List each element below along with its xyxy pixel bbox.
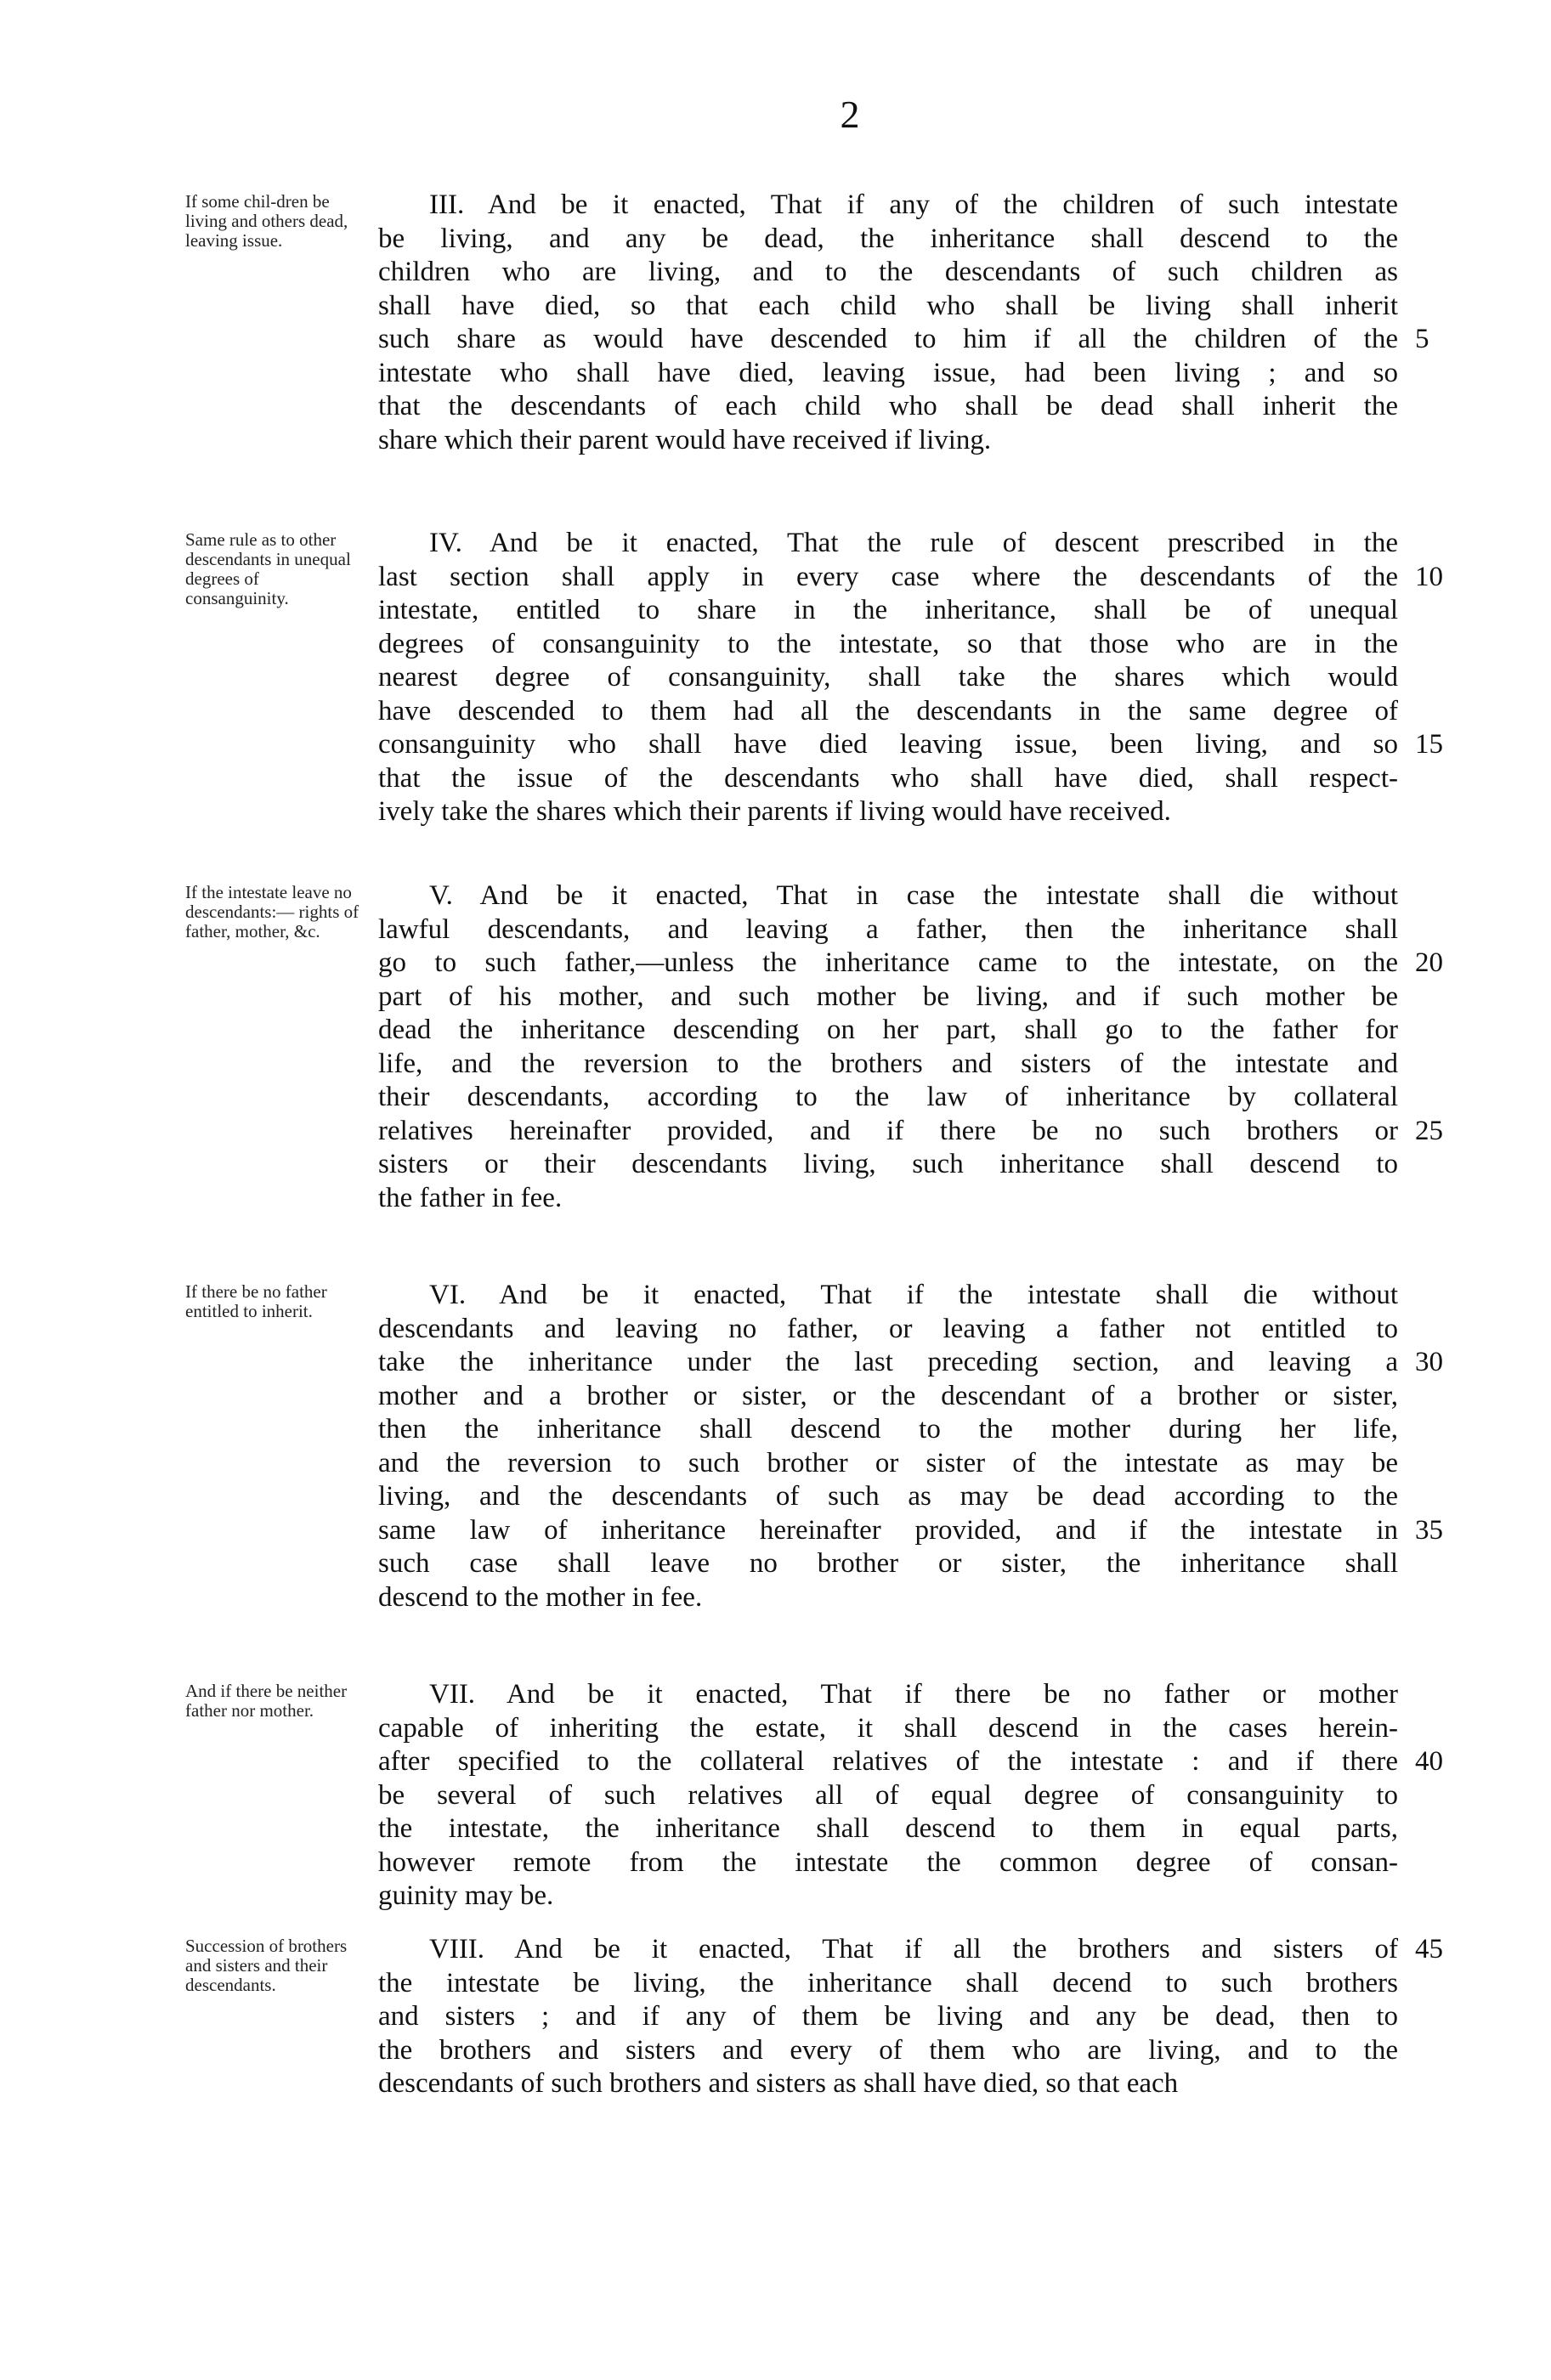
text-line: ively take the shares which their parents if living would have received. [378, 796, 1171, 827]
section-text [378, 189, 1398, 457]
text-line: share which their parent would have received if living. [378, 424, 992, 455]
line-number: 5 [1415, 324, 1429, 354]
text-line: shall have died, so that each child who shall be living shall inherit [378, 290, 1398, 321]
margin-note: If some chil-dren be living and others dead, leaving issue. [185, 191, 348, 251]
text-line: and the reversion to such brother or sister of the intestate as may be [378, 1447, 1398, 1478]
text-line: take the inheritance under the last preceding section, and leaving a [378, 1347, 1398, 1377]
text-line: their descendants, according to the law of inheritance by collateral [378, 1082, 1398, 1112]
line-number: 40 [1415, 1746, 1443, 1777]
text-line: consanguinity who shall have died leaving issue, been living, and so [378, 729, 1398, 760]
line-number: 25 [1415, 1115, 1443, 1146]
margin-note: Same rule as to other descendants in unequal degrees of consanguinity. [185, 529, 351, 608]
text-line: sisters or their descendants living, such inheritance shall descend to [378, 1149, 1398, 1179]
margin-note: And if there be neither father nor mother. [185, 1681, 348, 1721]
text-line: intestate who shall have died, leaving issue, had been living ; and so [378, 357, 1398, 388]
text-line: such share as would have descended to him if all the children of the [378, 324, 1398, 354]
text-line: intestate, entitled to share in the inheritance, shall be of unequal [378, 595, 1398, 625]
text-line: degrees of consanguinity to the intestate, so that those who are in the [378, 628, 1398, 659]
text-line: life, and the reversion to the brothers and sisters of the intestate and [378, 1048, 1398, 1079]
page-number: 2 [840, 93, 860, 136]
text-line: descendants and leaving no father, or leaving a father not entitled to [378, 1313, 1398, 1344]
text-line: go to such father,—unless the inheritance came to the intestate, on the [378, 947, 1398, 978]
text-line: same law of inheritance hereinafter provided, and if the intestate in [378, 1514, 1398, 1546]
text-line: living, and the descendants of such as may be dead according to the [378, 1481, 1398, 1512]
text-line: be several of such relatives all of equal degree of consanguinity to [378, 1779, 1398, 1811]
text-line: lawful descendants, and leaving a father, then the inheritance shall [378, 913, 1398, 945]
text-line: IV. And be it enacted, That the rule of descent prescribed in the [429, 528, 1398, 558]
text-line: descend to the mother in fee. [378, 1581, 703, 1613]
text-line: nearest degree of consanguinity, shall take the shares which would [378, 662, 1398, 693]
text-line: dead the inheritance descending on her part, shall go to the father for [378, 1015, 1398, 1045]
margin-note: If the intestate leave no descendants:— rights of father, mother, &c. [185, 882, 359, 941]
text-line: have descended to them had all the descendants in the same degree of [378, 695, 1398, 726]
text-line: relatives hereinafter provided, and if there be no such brothers or [378, 1115, 1398, 1146]
text-line: part of his mother, and such mother be living, and if such mother be [378, 981, 1398, 1012]
text-line: the brothers and sisters and every of them who are living, and to the [378, 2034, 1398, 2066]
line-number: 15 [1415, 729, 1443, 760]
section-text [378, 1279, 1398, 1614]
text-line: that the descendants of each child who shall be dead shall inherit the [378, 391, 1398, 421]
text-line: guinity may be. [378, 1880, 554, 1911]
text-line: however remote from the intestate the common degree of consan- [378, 1846, 1398, 1878]
section-text [378, 1678, 1398, 1914]
text-line: such case shall leave no brother or sister, the inheritance shall [378, 1548, 1398, 1579]
text-line: that the issue of the descendants who shall have died, shall respect- [378, 762, 1398, 794]
text-line: V. And be it enacted, That in case the intestate shall die without [429, 880, 1398, 911]
margin-note: If there be no father entitled to inherit. [185, 1281, 327, 1321]
text-line: last section shall apply in every case where the descendants of the [378, 561, 1398, 592]
line-number: 35 [1415, 1514, 1443, 1546]
section-text [378, 879, 1398, 1215]
section-text [378, 527, 1398, 829]
text-line: VII. And be it enacted, That if there be no father or mother [429, 1679, 1398, 1710]
text-line: VI. And be it enacted, That if the intestate shall die without [429, 1280, 1398, 1310]
text-line: VIII. And be it enacted, That if all the brothers and sisters of [429, 1934, 1398, 1964]
line-number: 45 [1415, 1934, 1443, 1964]
line-number: 20 [1415, 947, 1443, 978]
text-line: then the inheritance shall descend to the mother during her life, [378, 1414, 1398, 1444]
line-number: 10 [1415, 561, 1443, 592]
section-text [378, 1933, 1398, 2101]
text-line: children who are living, and to the descendants of such children as [378, 257, 1398, 287]
text-line: after specified to the collateral relatives of the intestate : and if there [378, 1746, 1398, 1777]
line-number: 30 [1415, 1347, 1443, 1377]
text-line: be living, and any be dead, the inheritance shall descend to the [378, 223, 1398, 254]
text-line: the intestate, the inheritance shall descend to them in equal parts, [378, 1813, 1398, 1844]
text-line: and sisters ; and if any of them be living and any be dead, then to [378, 2001, 1398, 2032]
text-line: descendants of such brothers and sisters as shall have died, so that each [378, 2068, 1179, 2099]
text-line: mother and a brother or sister, or the descendant of a brother or sister, [378, 1380, 1398, 1411]
margin-note: Succession of brothers and sisters and their descendants. [185, 1936, 348, 1995]
text-line: the intestate be living, the inheritance shall decend to such brothers [378, 1967, 1398, 1998]
text-line: capable of inheriting the estate, it shall descend in the cases herein- [378, 1712, 1398, 1744]
text-line: the father in fee. [378, 1182, 563, 1213]
text-line: III. And be it enacted, That if any of the children of such intestate [429, 189, 1398, 220]
